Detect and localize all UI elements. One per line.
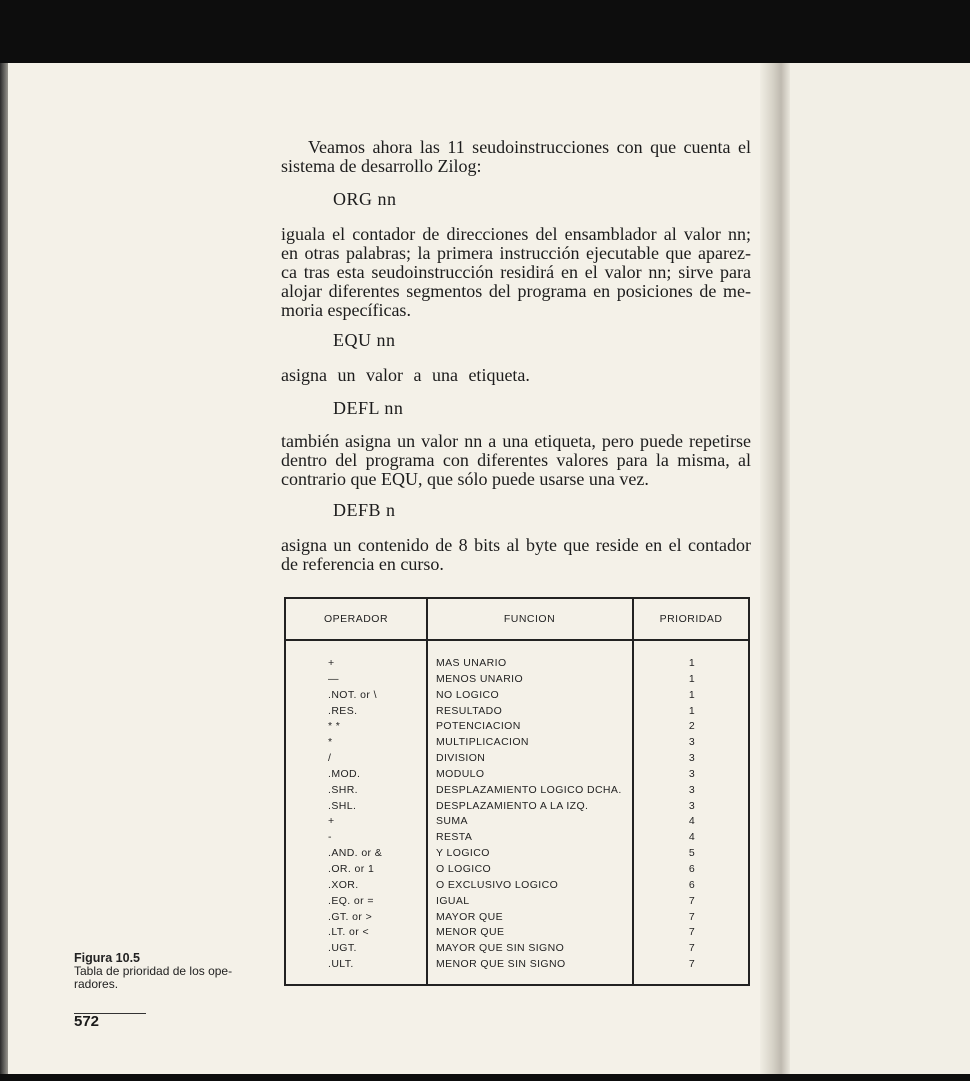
operator-cell: .NOT. or \ [328,688,377,701]
function-cell: MODULO [436,767,485,780]
equ-description [281,366,751,385]
function-cell: MULTIPLICACION [436,736,529,749]
operator-cell: .AND. or & [328,847,383,860]
operator-cell: + [328,657,335,669]
table-row [286,784,748,800]
function-cell: O LOGICO [436,862,492,875]
operator-cell: .XOR. [328,878,359,891]
header-funcion: FUNCION [503,613,556,625]
table-row [286,736,748,752]
header-divider [286,639,748,641]
caption-line: Tabla de prioridad de los ope- [74,964,233,978]
table-body [286,657,748,974]
table-row [286,911,748,927]
priority-cell: 7 [688,894,696,907]
scan-top-border [0,0,970,63]
org-description [281,225,751,320]
book-gutter [760,63,790,1074]
function-cell: DIVISION [436,752,486,765]
text-line: de referencia en curso. [281,554,444,574]
priority-cell: 3 [688,767,696,780]
text-line: dentro del programa con diferentes valores para la misma, al [281,450,751,470]
caption-title: Figura 10.5 [74,951,140,965]
operator-cell: .EQ. or = [328,894,374,907]
function-cell: POTENCIACION [436,720,521,733]
text-line: moria específicas. [281,300,411,320]
text-line: asigna un contenido de 8 bits al byte que reside en el contador [281,535,751,555]
priority-cell: 6 [688,878,696,891]
function-cell: MENOR QUE SIN SIGNO [436,958,566,971]
operator-cell: .OR. or 1 [328,862,375,875]
operator-cell: / [328,752,332,765]
table-row [286,720,748,736]
operator-cell: - [328,831,332,844]
operator-cell: * * [328,720,341,733]
priority-cell: 2 [688,720,696,733]
operator-cell: + [328,815,335,828]
priority-cell: 4 [688,831,696,844]
text-line: en otras palabras; la primera instrucción ejecutable que aparez- [281,243,751,263]
table-row [286,752,748,768]
text-line: iguala el contador de direcciones del ensamblador al valor nn; [281,224,751,244]
operator-cell: .GT. or > [328,910,373,923]
page-number: 572 [74,1013,100,1030]
right-page [788,63,970,1074]
priority-cell: 1 [688,688,696,701]
text-line: contrario que EQU, que sólo puede usarse una vez. [281,469,649,489]
function-cell: MAYOR QUE [436,910,503,923]
operator-cell: .MOD. [328,767,361,780]
operator-cell: .RES. [328,704,358,717]
defb-code: DEFB n [333,500,396,520]
table-row [286,689,748,705]
equ-code: EQU nn [333,330,396,350]
figure-caption [74,952,264,991]
priority-cell: 7 [688,910,696,923]
table-row [286,815,748,831]
text-line: también asigna un valor nn a una etiqueta, pero puede repetirse [281,431,751,451]
operator-priority-table [284,597,750,986]
org-code: ORG nn [333,189,397,209]
function-cell: MAS UNARIO [436,657,507,669]
priority-cell: 3 [688,783,696,796]
function-cell: MAYOR QUE SIN SIGNO [436,942,565,955]
function-cell: MENOS UNARIO [436,672,524,685]
function-cell: MENOR QUE [436,926,505,939]
priority-cell: 5 [688,847,696,860]
priority-cell: 1 [688,704,696,717]
table-row [286,831,748,847]
header-operador: OPERADOR [323,613,389,625]
table-row [286,800,748,816]
text-line: sistema de desarrollo Zilog: [281,156,482,176]
priority-cell: 3 [688,752,696,765]
function-cell: SUMA [436,815,468,828]
operator-cell: * [328,736,333,749]
intro-paragraph [281,138,751,176]
table-row [286,847,748,863]
caption-line: radores. [74,977,119,991]
function-cell: RESTA [436,831,473,844]
priority-cell: 4 [688,815,696,828]
priority-cell: 3 [688,736,696,749]
function-cell: DESPLAZAMIENTO LOGICO DCHA. [436,783,622,796]
priority-cell: 7 [688,958,696,971]
operator-cell: .SHL. [328,799,357,812]
priority-cell: 7 [688,926,696,939]
function-cell: NO LOGICO [436,688,500,701]
function-cell: RESULTADO [436,704,503,717]
function-cell: Y LOGICO [436,847,490,860]
function-cell: IGUAL [436,894,470,907]
text-line: alojar diferentes segmentos del programa en posiciones de me- [281,281,751,301]
table-row [286,942,748,958]
operator-cell: .UGT. [328,942,357,955]
function-cell: DESPLAZAMIENTO A LA IZQ. [436,799,589,812]
defl-description [281,432,751,489]
priority-cell: 1 [688,657,696,669]
defl-code: DEFL nn [333,398,404,418]
table-row [286,768,748,784]
operator-cell: .SHR. [328,783,359,796]
operator-cell: — [328,672,339,685]
text-line: asigna un valor a una etiqueta. [281,365,530,385]
function-cell: O EXCLUSIVO LOGICO [436,878,559,891]
operator-cell: .LT. or < [328,926,370,939]
text-line: Veamos ahora las 11 seudoinstrucciones con que cuenta el [308,137,751,157]
priority-cell: 3 [688,799,696,812]
table-row [286,958,748,974]
priority-cell: 7 [688,942,696,955]
table-row [286,657,748,673]
table-row [286,673,748,689]
table-row [286,926,748,942]
defb-description [281,536,751,574]
scan-bottom-border [0,1074,970,1081]
table-row [286,705,748,721]
header-prioridad: PRIORIDAD [659,613,723,625]
priority-cell: 1 [688,672,696,685]
table-row [286,895,748,911]
table-row [286,863,748,879]
operator-cell: .ULT. [328,958,354,971]
text-line: ca tras esta seudoinstrucción residirá en el valor nn; sirve para [281,262,751,282]
table-row [286,879,748,895]
priority-cell: 6 [688,862,696,875]
